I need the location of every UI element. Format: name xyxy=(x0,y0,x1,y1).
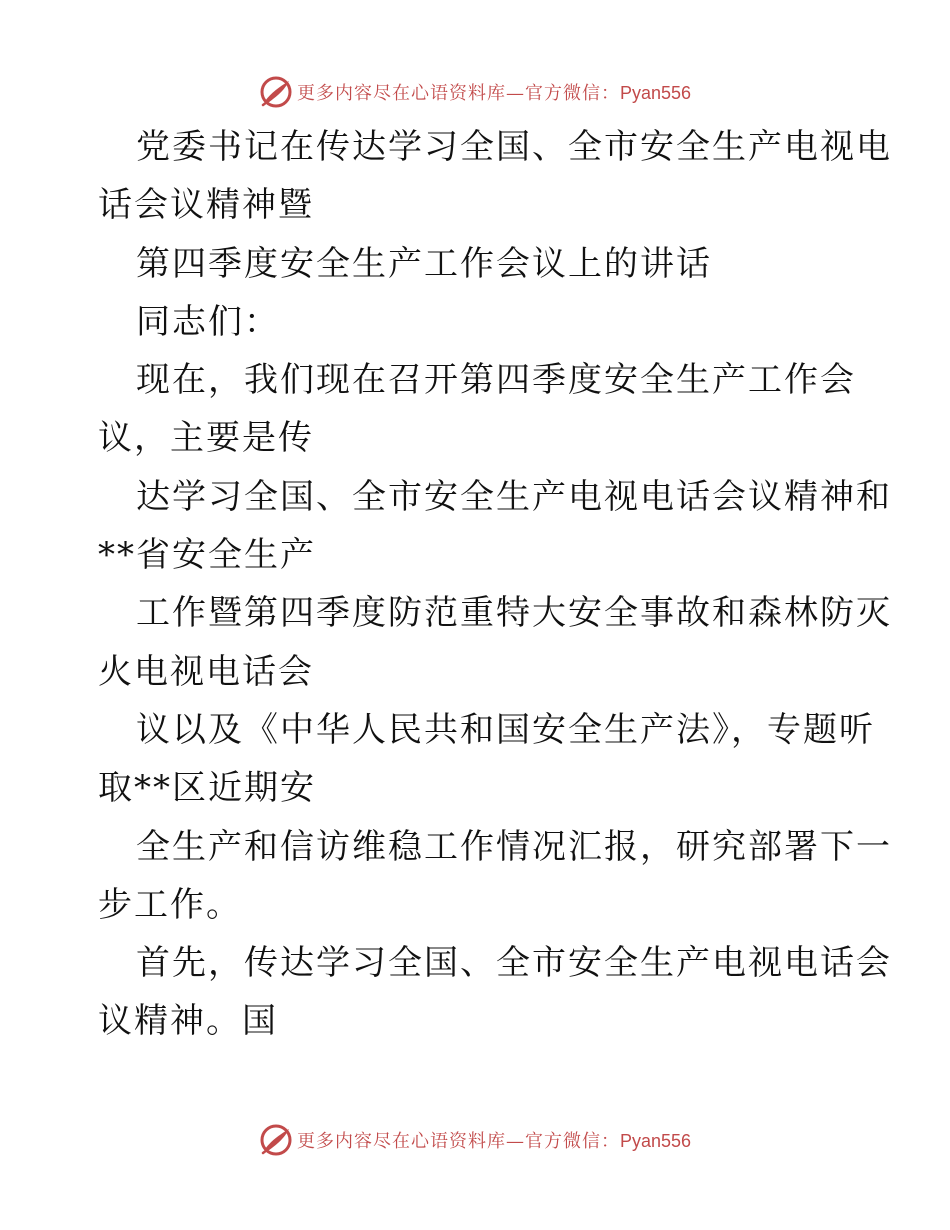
watermark-text: 更多内容尽在心语资料库—官方微信：Pyan556 xyxy=(296,83,692,104)
doc-line: 同志们： xyxy=(136,301,280,342)
doc-line: 话会议精神暨 xyxy=(98,185,314,226)
document-body xyxy=(98,118,892,1051)
doc-line: 步工作。 xyxy=(98,884,242,925)
header-watermark xyxy=(0,72,950,112)
doc-line: **省安全生产 xyxy=(98,535,316,576)
doc-line: 议以及《中华人民共和国安全生产法》，专题听 xyxy=(136,709,875,750)
doc-line: 工作暨第四季度防范重特大安全事故和森林防灭 xyxy=(136,593,892,634)
doc-line: 议，主要是传 xyxy=(98,418,314,459)
watermark-handle: Pyan556 xyxy=(619,1131,692,1151)
doc-line: 首先，传达学习全国、全市安全生产电视电话会 xyxy=(136,943,892,984)
footer-watermark xyxy=(0,1120,950,1160)
ink-pen-logo-icon xyxy=(259,1123,293,1157)
doc-line: 现在，我们现在召开第四季度安全生产工作会 xyxy=(136,360,856,401)
watermark-handle: Pyan556 xyxy=(619,83,692,103)
watermark-text: 更多内容尽在心语资料库—官方微信：Pyan556 xyxy=(296,1131,692,1152)
ink-pen-logo-icon xyxy=(259,75,293,109)
doc-line: 第四季度安全生产工作会议上的讲话 xyxy=(136,243,712,284)
doc-line: 全生产和信访维稳工作情况汇报，研究部署下一 xyxy=(136,826,892,867)
doc-line: 达学习全国、全市安全生产电视电话会议精神和 xyxy=(136,476,892,517)
doc-line: 取**区近期安 xyxy=(98,768,316,809)
doc-line: 议精神。国 xyxy=(98,1001,278,1042)
doc-line: 火电视电话会 xyxy=(98,651,314,692)
doc-line: 党委书记在传达学习全国、全市安全生产电视电 xyxy=(136,127,892,167)
